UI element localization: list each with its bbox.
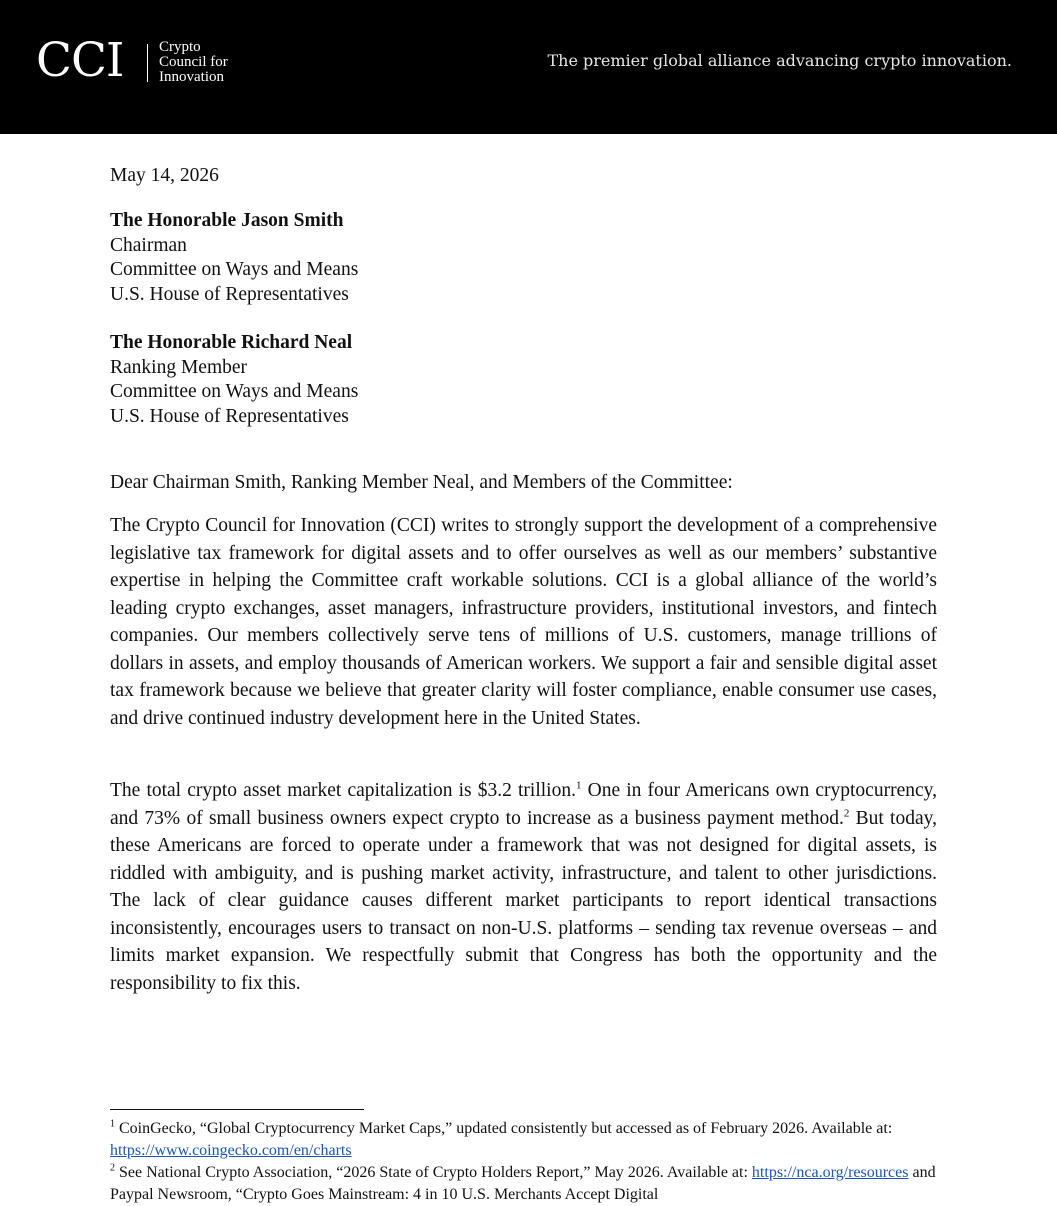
footnote-reference[interactable]: 1 (575, 779, 582, 792)
footnote-link[interactable]: https://nca.org/resources (751, 1164, 909, 1181)
salutation: Dear Chairman Smith, Ranking Member Neal, and Members of the Committee: (110, 472, 733, 493)
addressee-title: Chairman (110, 234, 187, 256)
footnotes (110, 1118, 940, 1206)
footnote (110, 1118, 940, 1162)
paragraph-text: But today, these Americans are forced to operate under a framework that was not designed for digital assets, is riddled with ambiguity, and is pushing market activity, infrastructure, and talent to other jurisdictions. The lack of clear guidance causes different market participants to report identical transactions inconsistently, encourages users to transact on non-U.S. platforms – sending tax revenue overseas – and limits market expansion. We respectfully submit that Congress has both the opportunity and the responsibility to fix this. (110, 807, 937, 994)
logo-text-line: Council for (159, 54, 228, 70)
addressee-committee: Committee on Ways and Means (110, 259, 359, 280)
logo-text-line: Crypto (159, 39, 201, 55)
body-paragraph (110, 777, 937, 997)
paragraph-text: The total crypto asset market capitalization is $3.2 trillion. (110, 780, 576, 801)
logo-divider (147, 44, 148, 82)
footnote (110, 1162, 940, 1206)
footnote-text: and Paypal Newsroom, “Crypto Goes Mainstream: 4 in 10 U.S. Merchants Accept Digital (110, 1164, 936, 1203)
addressee-committee: Committee on Ways and Means (110, 381, 359, 402)
logo-text-line: Innovation (159, 69, 224, 85)
addressee-chamber: U.S. House of Representatives (110, 283, 349, 305)
cci-logo-mark: CCI (36, 33, 124, 88)
letter-date: May 14, 2026 (110, 165, 219, 186)
letterhead-banner (0, 0, 1057, 134)
footnote-link[interactable]: https://www.coingecko.com/en/charts (110, 1142, 352, 1159)
footnote-reference[interactable]: 2 (843, 807, 850, 819)
footnote-marker: 2 (110, 1162, 115, 1174)
addressee-block (110, 209, 358, 307)
paragraph-text: One in four Americans own cryptocurrency, and 73% of small business owners expect crypto to increase as a business payment method. (110, 780, 937, 829)
footnote-marker: 1 (110, 1118, 115, 1130)
addressee-block (110, 331, 358, 429)
header-tagline: The premier global alliance advancing crypto innovation. (547, 51, 1012, 70)
footnote-separator (110, 1109, 364, 1110)
addressee-title: Ranking Member (110, 356, 248, 378)
footnote-text: See National Crypto Association, “2026 State of Crypto Holders Report,” May 2026. Available at: (115, 1164, 752, 1181)
cci-logo-wordmark (159, 40, 228, 85)
addressee-name: The Honorable Richard Neal (110, 332, 353, 353)
addressee-chamber: U.S. House of Representatives (110, 405, 349, 427)
body-paragraph: The Crypto Council for Innovation (CCI) writes to strongly support the development of a comprehensive legislative tax framework for digital assets and to offer ourselves as well as our members’ substantive expertise in helping the Committee craft workable solutions. CCI is a global alliance of the world’s leading crypto exchanges, asset managers, infrastructure providers, institutional investors, and fintech companies. Our members collectively serve tens of millions of U.S. customers, manage trillions of dollars in assets, and employ thousands of American workers. We support a fair and sensible digital asset tax framework because we believe that greater clarity will foster compliance, enable consumer use cases, and drive continued industry development here in the United States. (110, 515, 937, 729)
footnote-text: CoinGecko, “Global Cryptocurrency Market Caps,” updated consistently but accessed as of February 2026. Available at: (115, 1120, 893, 1137)
addressee-name: The Honorable Jason Smith (110, 210, 344, 231)
